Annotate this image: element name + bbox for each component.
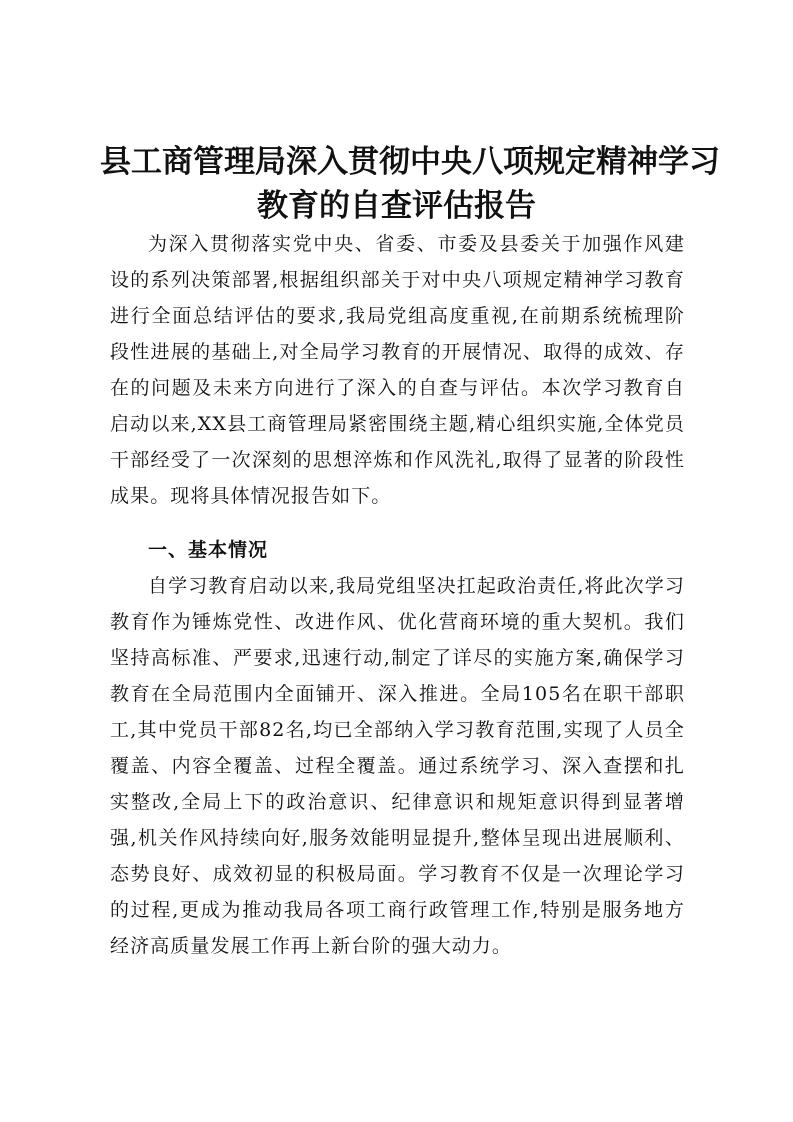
title-line-1: 县工商管理局深入贯彻中央八项规定精神学习: [100, 144, 720, 180]
document-title: [100, 140, 720, 228]
title-line-2: 教育的自查评估报告: [257, 188, 536, 224]
intro-paragraph: 为深入贯彻落实党中央、省委、市委及县委关于加强作风建设的系列决策部署,根据组织部关于对中央八项规定精神学习教育进行全面总结评估的要求,我局党组高度重视,在前期系统梳理阶段性进展的基础上,对全局学习教育的开展情况、取得的成效、存在的问题及未来方向进行了深入的自查与评估。本次学习教育自启动以来,XX县工商管理局紧密围绕主题,精心组织实施,全体党员干部经受了一次深刻的思想淬炼和作风洗礼,取得了显著的阶段性成果。现将具体情况报告如下。: [110, 233, 685, 507]
section-paragraph-basic-situation: 自学习教育启动以来,我局党组坚决扛起政治责任,将此次学习教育作为锤炼党性、改进作风、优化营商环境的重大契机。我们坚持高标准、严要求,迅速行动,制定了详尽的实施方案,确保学习教育在全局范围内全面铺开、深入推进。全局105名在职干部职工,其中党员干部82名,均已全部纳入学习教育范围,实现了人员全覆盖、内容全覆盖、过程全覆盖。通过系统学习、深入查摆和扎实整改,全局上下的政治意识、纪律意识和规矩意识得到显著增强,机关作风持续向好,服务效能明显提升,整体呈现出进展顺利、态势良好、成效初显的积极局面。学习教育不仅是一次理论学习的过程,更成为推动我局各项工商行政管理工作,特别是服务地方经济高质量发展工作再上新台阶的强大动力。: [110, 575, 685, 957]
section-heading-basic-situation: 一、基本情况: [148, 539, 269, 561]
